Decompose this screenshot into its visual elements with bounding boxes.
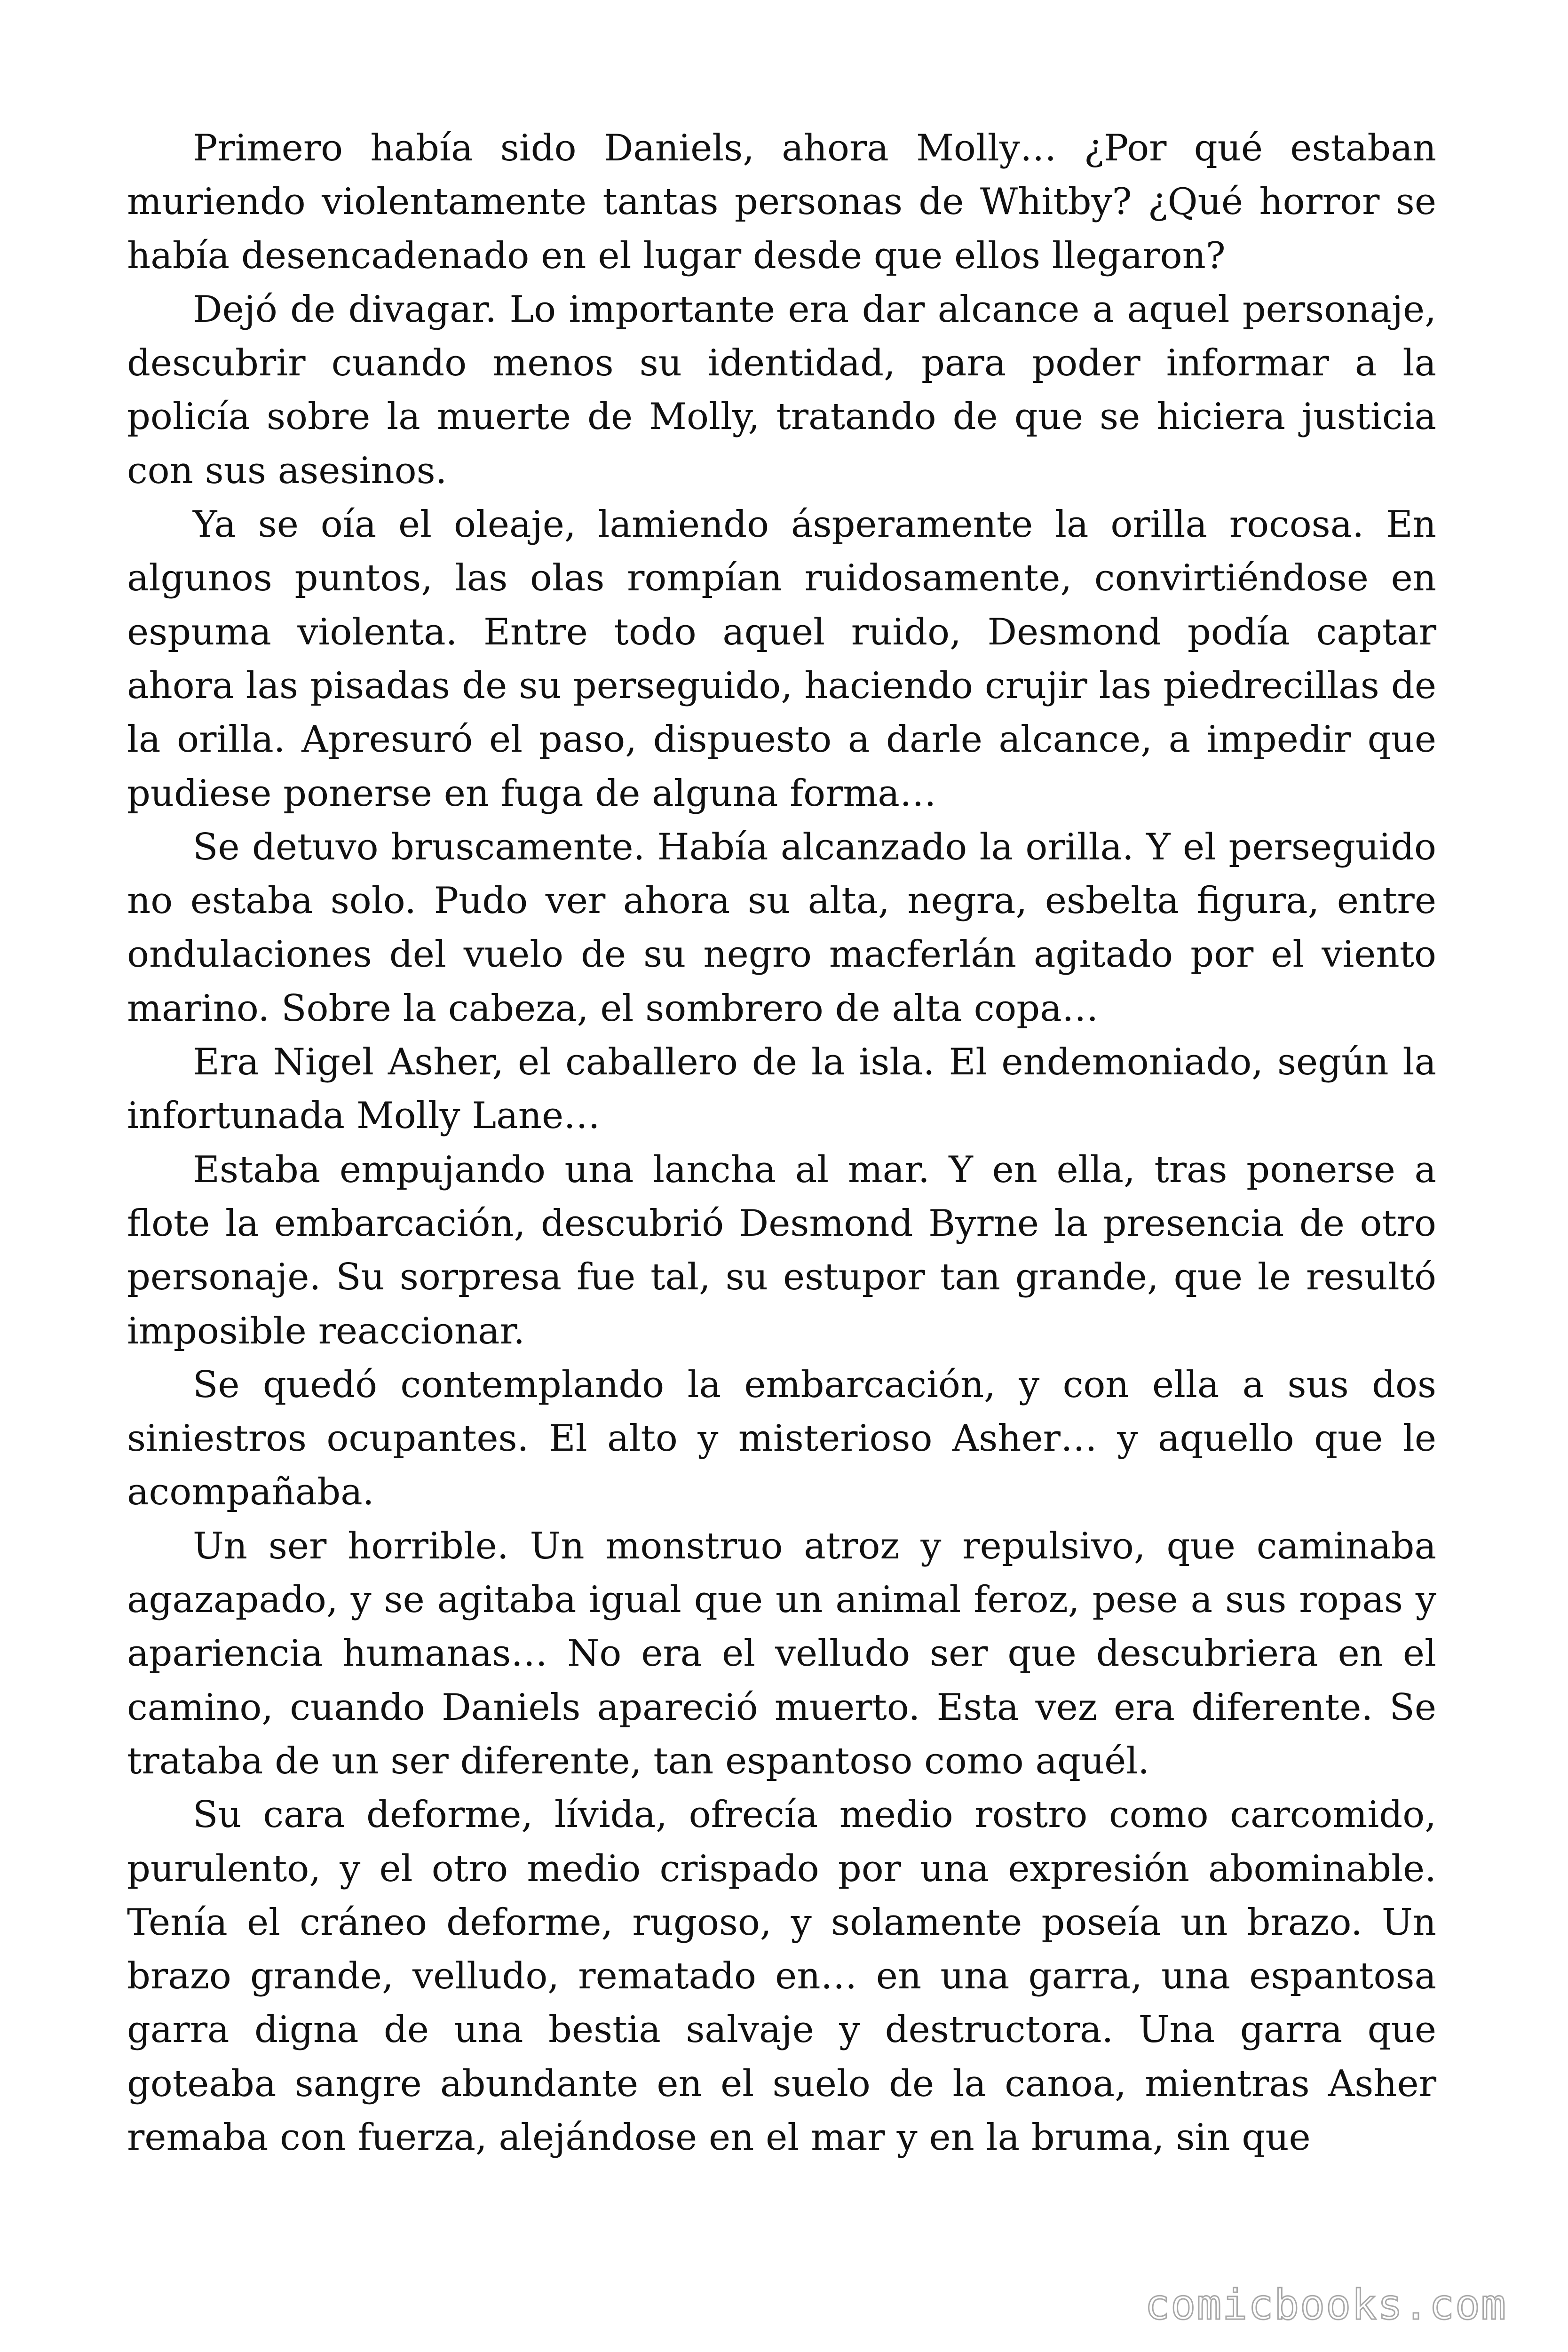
paragraph: Primero había sido Daniels, ahora Molly… ¿Por qué estaban muriendo violentamente tantas personas de Whitby? ¿Qué horror se había desencadenado en el lugar desde que ellos llegaron? [127,127,1436,277]
watermark: comicbooks.com [1145,2280,1507,2329]
paragraph: Dejó de divagar. Lo importante era dar alcance a aquel personaje, descubrir cuando menos su identidad, para poder informar a la policía sobre la muerte de Molly, tratando de que se hiciera justicia con sus asesinos. [127,288,1436,492]
body-text [127,121,1436,2164]
paragraph: Ya se oía el oleaje, lamiendo ásperamente la orilla rocosa. En algunos puntos, las olas rompían ruidosamente, convirtiéndose en espuma violenta. Entre todo aquel ruido, Desmond podía captar ahora las pisadas de su perseguido, haciendo crujir las piedrecillas de la orilla. Apresuró el paso, dispuesto a darle alcance, a impedir que pudiese ponerse en fuga de alguna forma… [127,503,1436,815]
paragraph: Se detuvo bruscamente. Había alcanzado la orilla. Y el perseguido no estaba solo. Pudo ver ahora su alta, negra, esbelta figura, entre ondulaciones del vuelo de su negro macferlán agitado por el viento marino. Sobre la cabeza, el sombrero de alta copa… [127,826,1436,1030]
paragraph: Un ser horrible. Un monstruo atroz y repulsivo, que caminaba agazapado, y se agitaba igual que un animal feroz, pese a sus ropas y apariencia humanas… No era el velludo ser que descubriera en el camino, cuando Daniels apareció muerto. Esta vez era diferente. Se trataba de un ser diferente, tan espantoso como aquél. [127,1525,1436,1782]
paragraph: Su cara deforme, lívida, ofrecía medio rostro como carcomido, purulento, y el otro medio crispado por una expresión abominable. Tenía el cráneo deforme, rugoso, y solamente poseía un brazo. Un brazo grande, velludo, rematado en… en una garra, una espantosa garra digna de una bestia salvaje y destructora. Una garra que goteaba sangre abundante en el suelo de la canoa, mientras Asher remaba con fuerza, alejándose en el mar y en la bruma, sin que [127,1794,1436,2159]
paragraph: Se quedó contemplando la embarcación, y con ella a sus dos siniestros ocupantes. El alto y misterioso Asher… y aquello que le acompañaba. [127,1363,1436,1514]
paragraph: Era Nigel Asher, el caballero de la isla. El endemoniado, según la infortunada Molly Lane… [127,1041,1436,1137]
paragraph: Estaba empujando una lancha al mar. Y en ella, tras ponerse a flote la embarcación, descubrió Desmond Byrne la presencia de otro personaje. Su sorpresa fue tal, su estupor tan grande, que le resultó imposible reaccionar. [127,1148,1436,1352]
